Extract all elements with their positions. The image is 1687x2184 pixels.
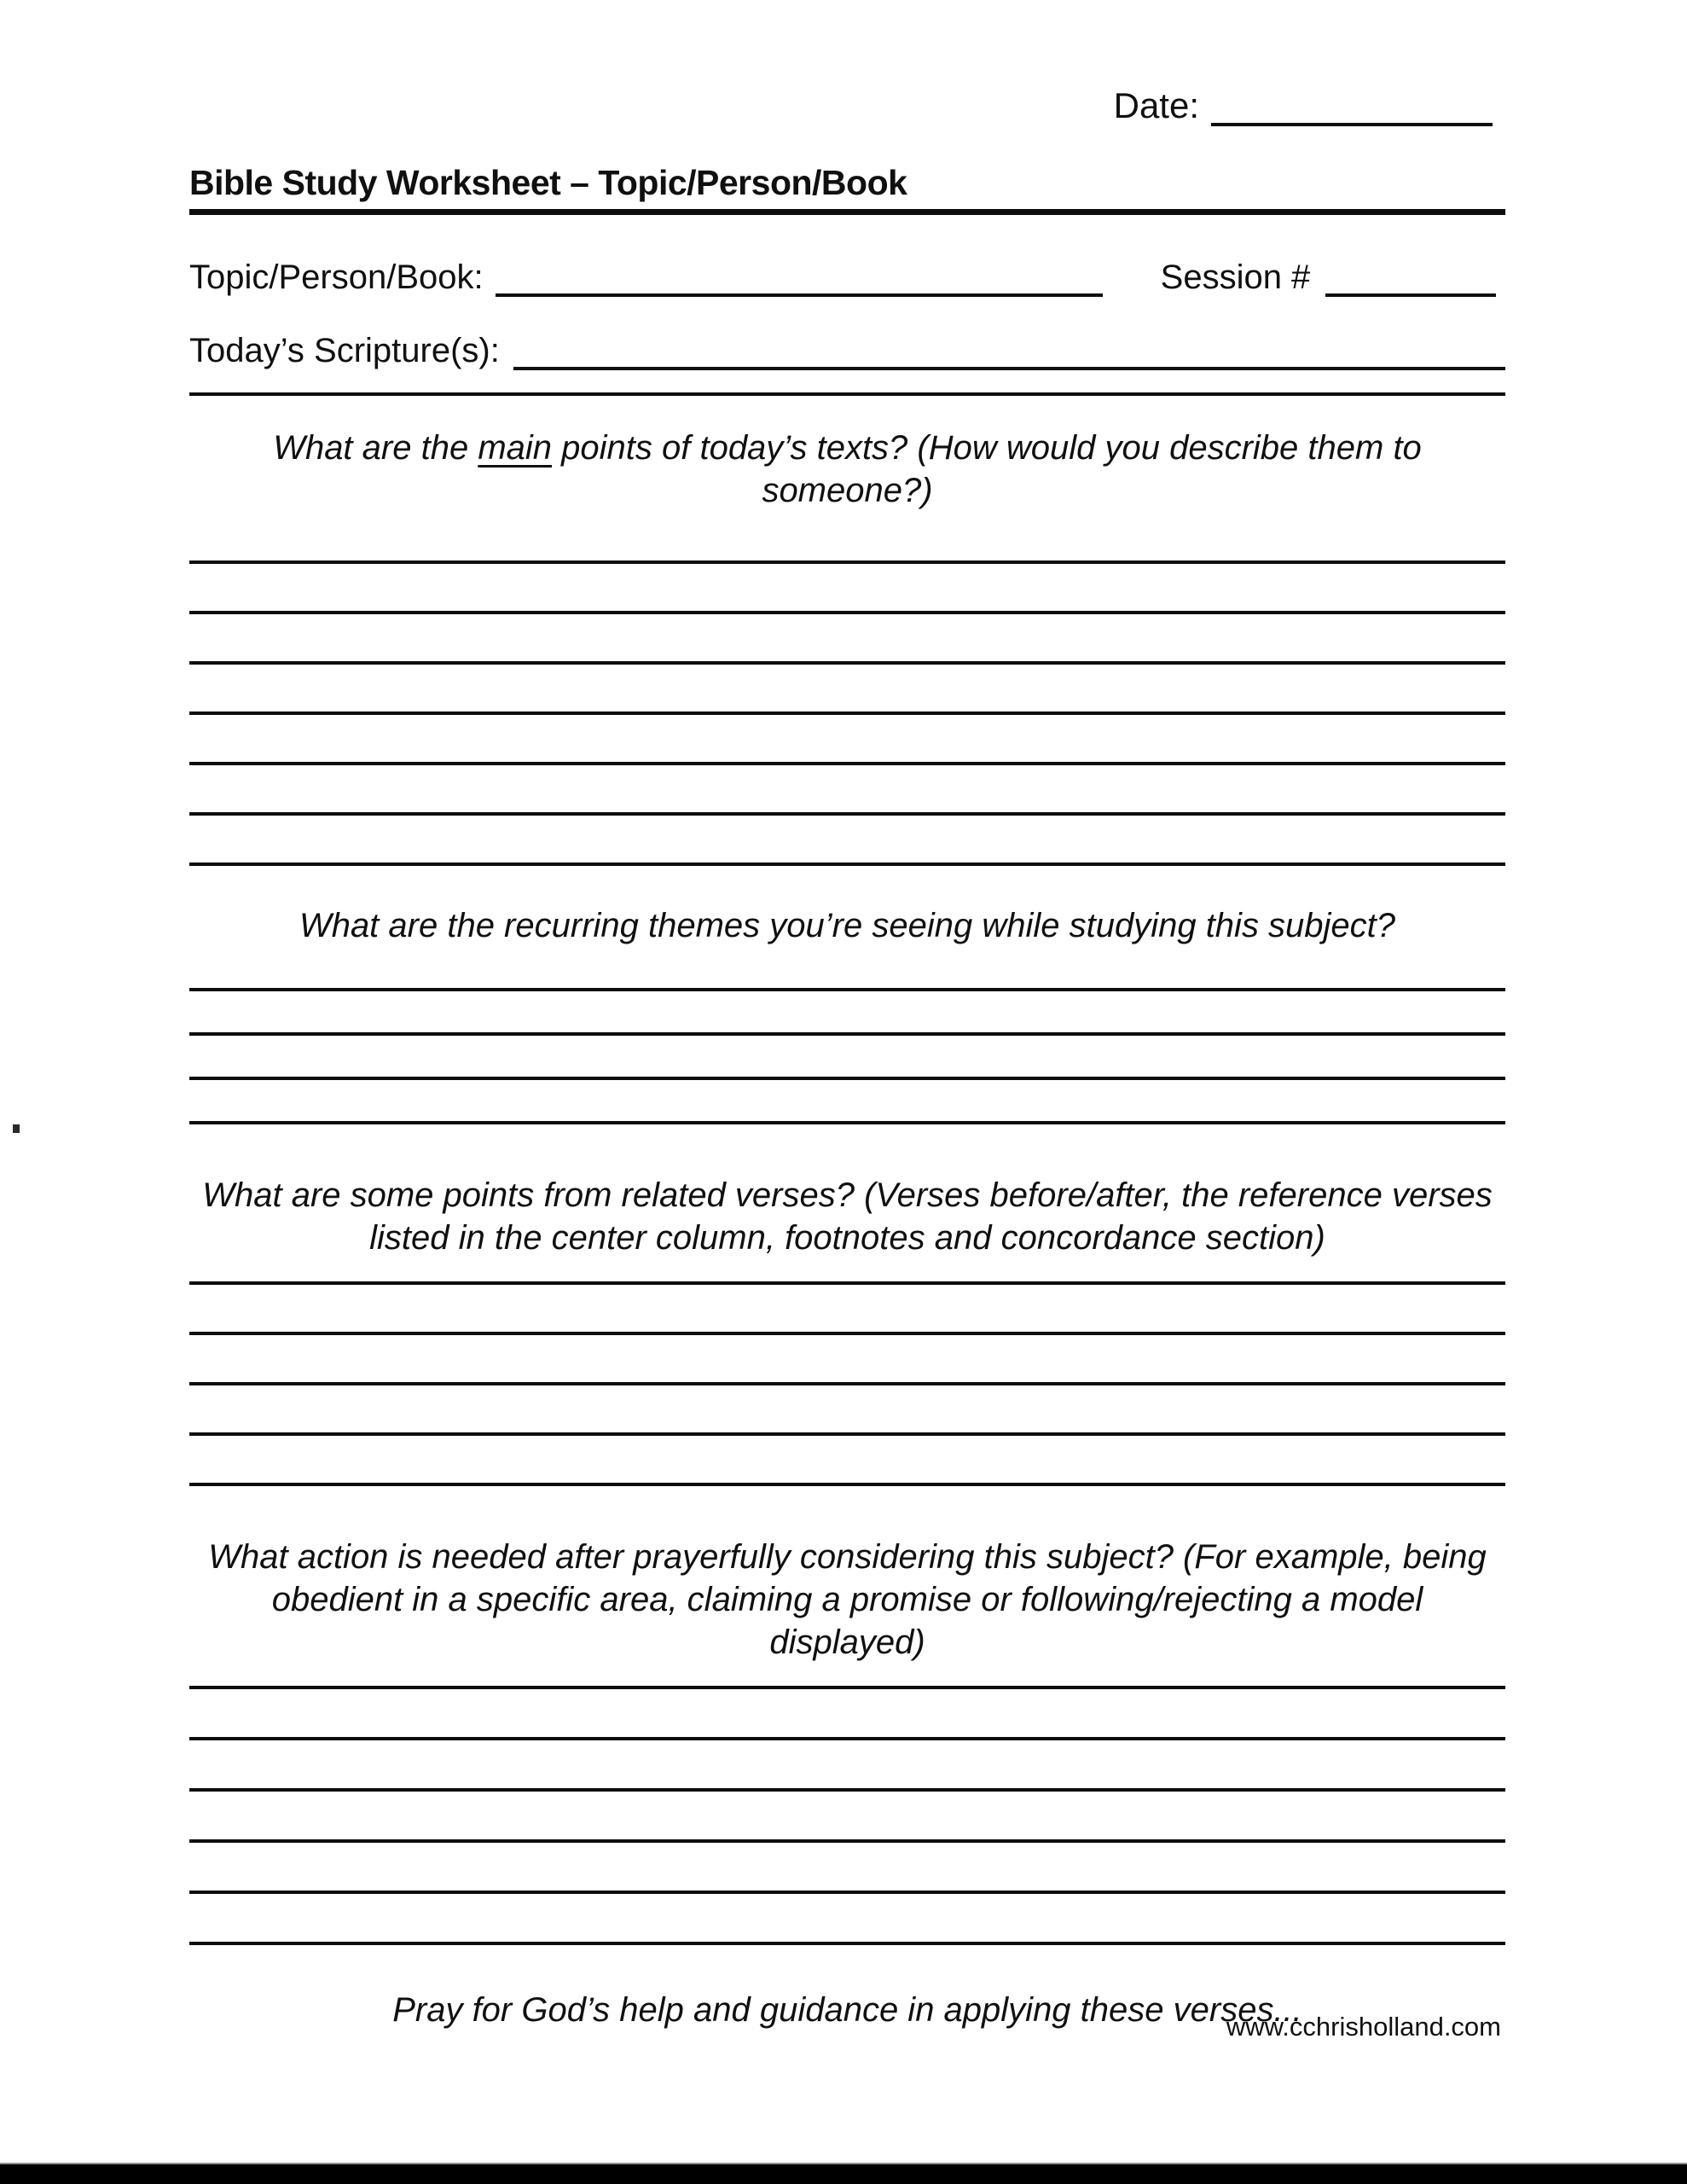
answer-line — [189, 1385, 1505, 1436]
answer-line — [189, 1080, 1505, 1124]
answer-lines-related-verses — [189, 1234, 1505, 1486]
title-underline — [189, 209, 1505, 215]
question-text: obedient in a specific area, claiming a promise or following/rejecting a model displayed) — [271, 1581, 1423, 1661]
section-divider-rule — [189, 392, 1505, 396]
question-recurring-themes — [189, 904, 1505, 947]
section-main-points — [189, 427, 1505, 866]
scan-edge-bar — [0, 2163, 1687, 2184]
question-related-verses — [189, 1174, 1505, 1259]
session-label: Session # — [1160, 258, 1311, 296]
question-sections — [189, 427, 1505, 1945]
session-field-blank — [1325, 254, 1496, 297]
answer-line — [189, 1335, 1505, 1385]
answer-line — [189, 765, 1505, 816]
section-recurring-themes — [189, 904, 1505, 1124]
answer-lines-main-points — [189, 514, 1505, 866]
topic-label: Topic/Person/Book: — [189, 258, 484, 296]
answer-line — [189, 514, 1505, 564]
page-title: Bible Study Worksheet – Topic/Person/Book — [189, 163, 907, 202]
section-action-needed — [189, 1536, 1505, 1945]
topic-field-blank — [496, 254, 1103, 297]
question-text: What are the — [273, 429, 478, 467]
question-text: What are the recurring themes you’re seeing while studying this subject? — [299, 907, 1396, 944]
question-text: listed in the center column, footnotes and concordance section) — [369, 1219, 1325, 1257]
answer-line — [189, 564, 1505, 614]
date-label: Date: — [1113, 85, 1199, 125]
topic-session-row — [189, 254, 1505, 297]
scripture-field-blank — [513, 328, 1505, 370]
scripture-label: Today’s Scripture(s): — [189, 332, 500, 369]
answer-lines-recurring-themes — [189, 947, 1505, 1124]
answer-line — [189, 1436, 1505, 1486]
date-row — [1114, 82, 1493, 126]
answer-line — [189, 1285, 1505, 1335]
question-main-points — [189, 427, 1505, 512]
answer-line — [189, 1894, 1505, 1945]
question-text: points of today’s texts? (How would you describe them to someone?) — [552, 429, 1422, 509]
answer-line — [189, 665, 1505, 715]
answer-line — [189, 1843, 1505, 1894]
scan-speck-artifact — [13, 1124, 20, 1133]
answer-line — [189, 614, 1505, 665]
answer-lines-action-needed — [189, 1638, 1505, 1945]
answer-line — [189, 1689, 1505, 1740]
date-field-blank — [1211, 82, 1493, 126]
prayer-note: Pray for God’s help and guidance in applying these verses... — [392, 1991, 1302, 2029]
answer-line — [189, 1792, 1505, 1843]
answer-line — [189, 947, 1505, 991]
answer-line — [189, 991, 1505, 1036]
question-text: What action is needed after prayerfully considering this subject? (For example, being — [208, 1538, 1487, 1576]
underlined-word: main — [478, 429, 553, 467]
answer-line — [189, 715, 1505, 765]
website-url: www.cchrisholland.com — [1226, 2012, 1501, 2042]
scripture-row — [189, 328, 1505, 370]
question-text: What are some points from related verses? (Verses before/after, the reference verses — [202, 1176, 1493, 1214]
answer-line — [189, 816, 1505, 866]
answer-line — [189, 1036, 1505, 1080]
section-related-verses — [189, 1174, 1505, 1486]
answer-line — [189, 1740, 1505, 1792]
